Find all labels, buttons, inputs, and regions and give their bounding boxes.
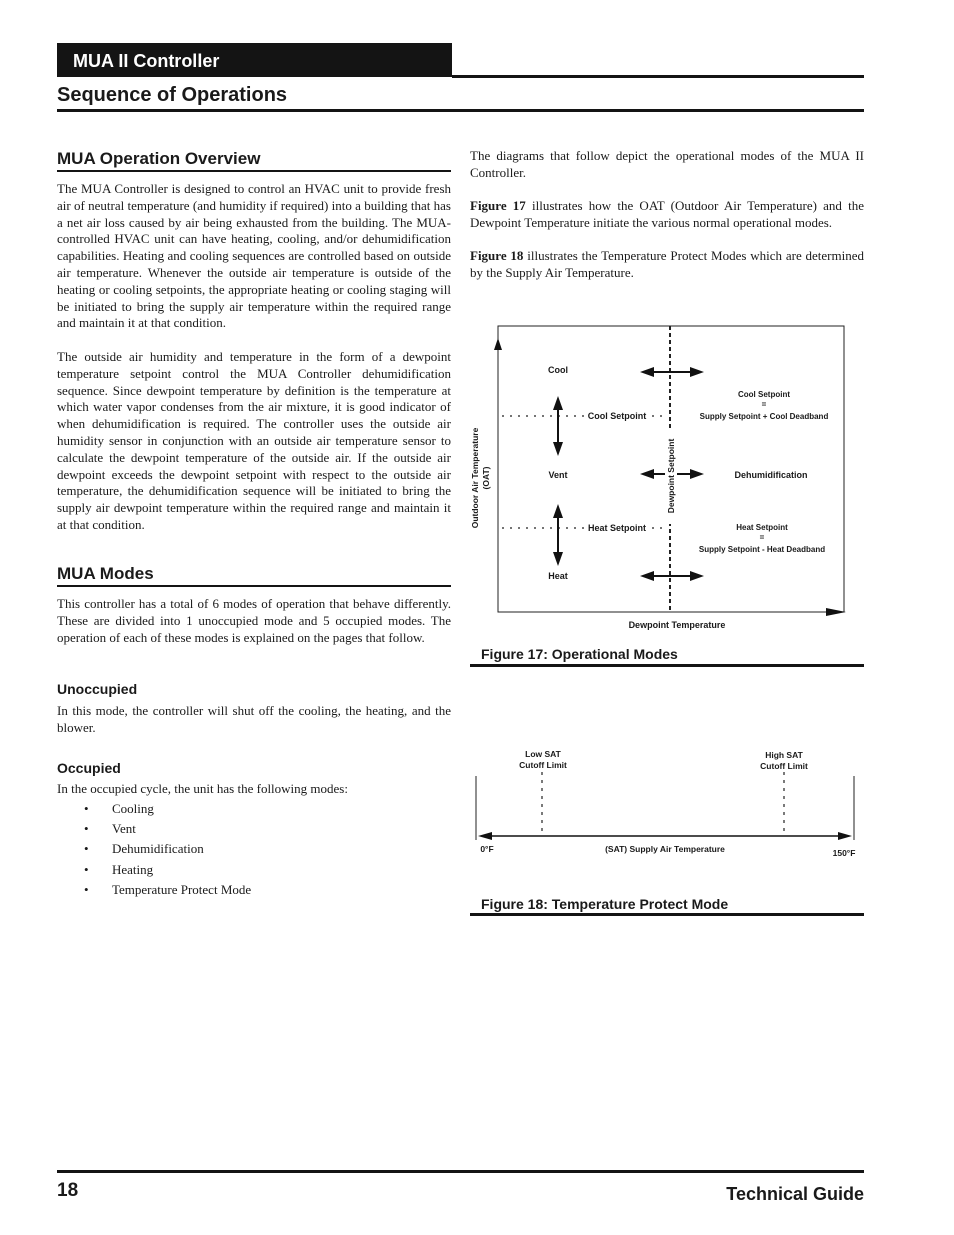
list-item: • Vent xyxy=(57,819,451,839)
figure18-diagram xyxy=(470,740,864,865)
product-header-tab: MUA II Controller xyxy=(57,43,452,77)
overview-heading-rule xyxy=(57,170,451,172)
max-temp-label: 150°F xyxy=(832,848,856,858)
figure18-paragraph xyxy=(470,248,864,282)
unoccupied-heading: Unoccupied xyxy=(57,681,138,697)
heat-mode-arrow xyxy=(640,571,704,581)
cool-equation-line1: Cool Setpoint xyxy=(738,390,790,399)
figure17-paragraph xyxy=(470,198,864,232)
figure17-desc: illustrates how the OAT (Outdoor Air Temperature) and the Dewpoint Temperature initiate the various normal operational modes. xyxy=(470,198,864,230)
list-item: • Cooling xyxy=(57,799,451,819)
heat-equation-line1: Heat Setpoint xyxy=(736,523,788,532)
min-temp-label: 0°F xyxy=(480,844,494,854)
figure17-diagram xyxy=(460,320,860,640)
footer-rule xyxy=(57,1170,864,1173)
cool-mode-arrow xyxy=(640,367,704,377)
modes-heading-rule xyxy=(57,585,451,587)
list-item: • Heating xyxy=(57,860,451,880)
low-sat-label-line2: Cutoff Limit xyxy=(519,760,567,770)
axis-left-arrow-icon xyxy=(478,832,492,840)
y-axis-arrow-icon xyxy=(494,338,502,350)
list-item: • Temperature Protect Mode xyxy=(57,880,451,900)
x-axis-label: Dewpoint Temperature xyxy=(628,620,726,630)
overview-heading: MUA Operation Overview xyxy=(57,149,261,168)
dewpoint-setpoint-label: Dewpoint Setpoint xyxy=(666,438,676,514)
figure18-desc: illustrates the Temperature Protect Modes which are determined by the Supply Air Temperature. xyxy=(470,248,865,280)
heat-mode-label: Heat xyxy=(548,571,568,581)
figure17-caption: Figure 17: Operational Modes xyxy=(481,646,678,662)
dewpoint-setpoint-label-group xyxy=(665,428,677,524)
heat-equation-line3: Supply Setpoint - Heat Deadband xyxy=(698,545,826,554)
cool-equation-line3: Supply Setpoint + Cool Deadband xyxy=(699,412,829,421)
dehumidification-label: Dehumidification xyxy=(734,470,808,480)
cool-equation-line2: = xyxy=(761,400,767,409)
figure18-caption-rule xyxy=(470,913,864,916)
occupied-paragraph: In the occupied cycle, the unit has the following modes: xyxy=(57,781,348,796)
occupied-modes-list xyxy=(57,799,451,900)
axis-right-arrow-icon xyxy=(838,832,852,840)
modes-heading: MUA Modes xyxy=(57,564,154,583)
figure18-caption: Figure 18: Temperature Protect Mode xyxy=(481,896,729,912)
overview-paragraph-1: The MUA Controller is designed to control an HVAC unit to provide fresh air of neutral temperature (and humidity if required) into a building that has a net air loss caused by air being exhausted from the building. The MUA-controlled HVAC unit can have heating, cooling, and/or dehumidification capabilities. Heating and cooling sequences are controlled based on outside air temperature. Whenever the outside air temperature is outside of the heating or cooling setpoints, the appropriate heating or cooling staging will be initiated to bring the supply air temperature within the required range and maintain it at that condition. xyxy=(57,181,451,331)
figure18-ref: Figure 18 xyxy=(470,248,524,263)
sat-axis-label: (SAT) Supply Air Temperature xyxy=(605,844,725,854)
intro-paragraph: The diagrams that follow depict the operational modes of the MUA II Controller. xyxy=(470,148,864,180)
heat-equation-line2: = xyxy=(759,533,765,542)
overview-paragraph-2: The outside air humidity and temperature in the form of a dewpoint temperature setpoint control the MUA Controller dehumidification sequence. Since dewpoint temperature by definition is the temperature at which water vapor condenses from the air mixture, it is good indicator of when dehumidification is required. The controller uses the outside air humidity sensor in conjunction with an outside air temperature sensor to calculate the dewpoint temperature of the outside air. If the outside air dewpoint exceeds the dewpoint setpoint with respect to the outside air temperature, the dehumidification sequence will be initiated to bring the supply air dewpoint temperature within the required range and maintain it at that condition. xyxy=(57,349,451,532)
footer-guide-title: Technical Guide xyxy=(726,1184,864,1204)
y-axis-label-line1: Outdoor Air Temperature xyxy=(470,427,480,529)
cool-setpoint-label: Cool Setpoint xyxy=(587,411,647,421)
vent-mode-label: Vent xyxy=(548,470,568,480)
unoccupied-paragraph: In this mode, the controller will shut off the cooling, the heating, and the blower. xyxy=(57,703,451,735)
y-axis-label-line2: (OAT) xyxy=(481,466,491,490)
x-axis-arrow-icon xyxy=(826,608,846,616)
list-item: • Dehumidification xyxy=(57,839,451,859)
figure17-ref: Figure 17 xyxy=(470,198,526,213)
page-number: 18 xyxy=(57,1180,79,1201)
high-sat-label-line1: High SAT xyxy=(765,750,803,760)
cool-mode-label: Cool xyxy=(548,365,568,375)
heat-setpoint-label: Heat Setpoint xyxy=(587,523,647,533)
modes-paragraph: This controller has a total of 6 modes of operation that behave differently. These are divided into 1 unoccupied mode and 5 occupied modes. The operation of each of these modes is explained on the pages that follow. xyxy=(57,596,451,645)
low-sat-label-line1: Low SAT xyxy=(525,749,561,759)
header-rule xyxy=(452,75,864,78)
title-rule xyxy=(57,109,864,112)
page-title: Sequence of Operations xyxy=(57,84,288,106)
occupied-heading: Occupied xyxy=(57,760,121,776)
figure17-caption-rule xyxy=(470,664,864,667)
high-sat-label-line2: Cutoff Limit xyxy=(760,761,808,771)
